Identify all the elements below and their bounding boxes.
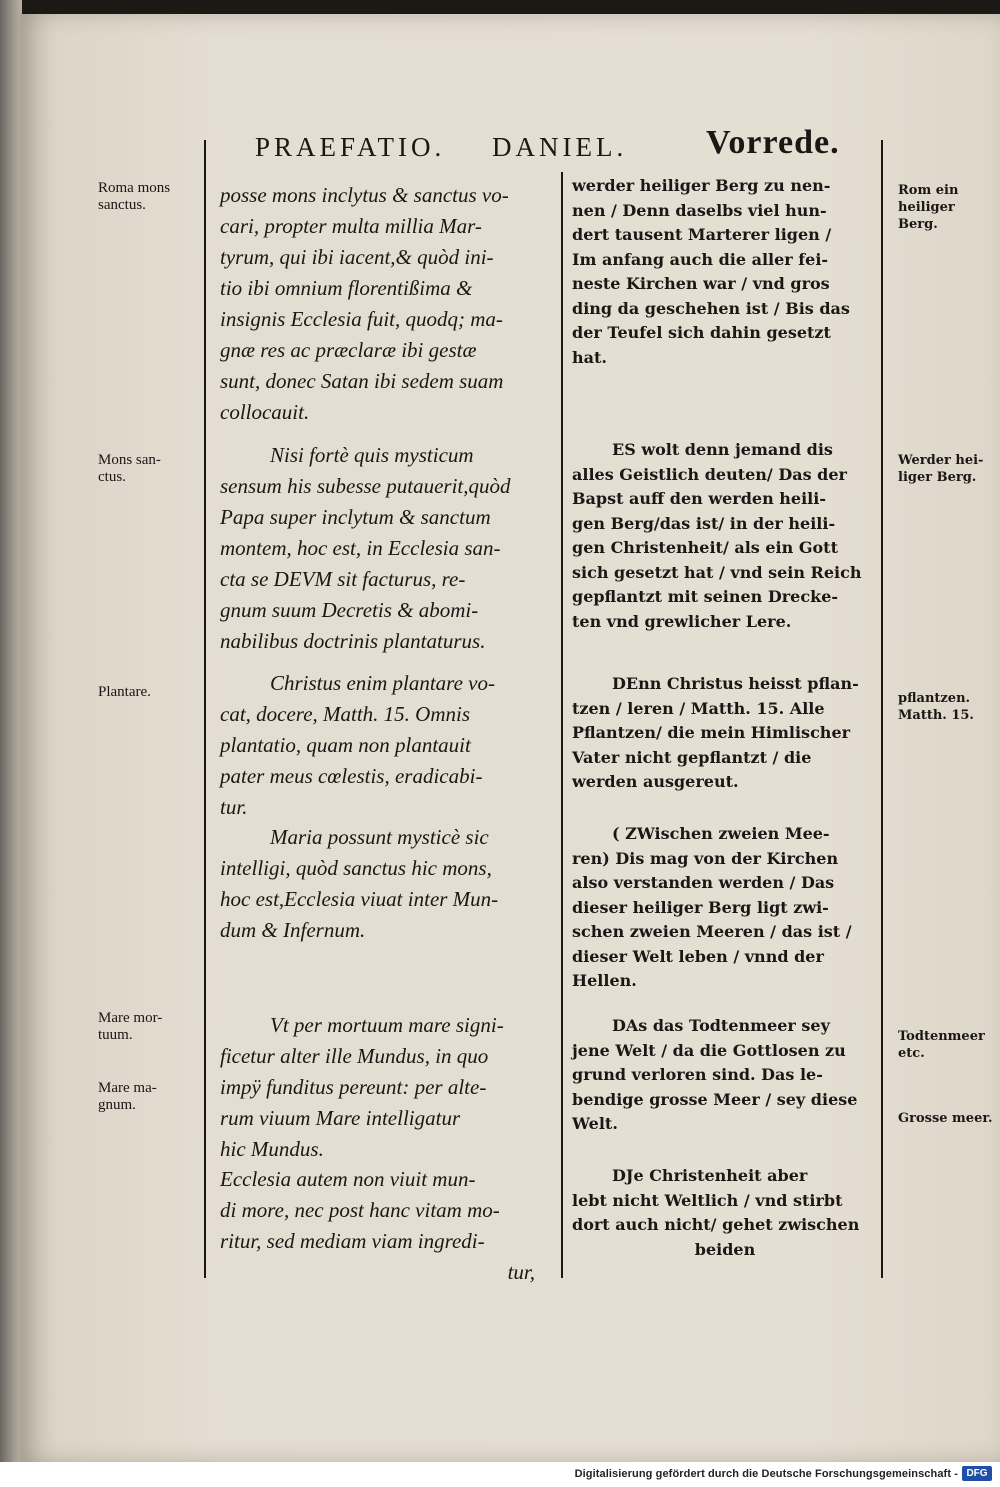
column-rule-right	[881, 140, 883, 1278]
text-line: pater meus cœlestis, eradicabi-	[220, 764, 483, 788]
text-line: gepflantzt mit seinen Drecke-	[572, 587, 839, 606]
note-line: ctus.	[98, 469, 126, 485]
text-line: Nisi fortè quis mysticum	[270, 443, 474, 467]
text-line: gnæ res ac præclaræ ibi gestæ	[220, 338, 477, 362]
dfg-logo: DFG	[962, 1466, 992, 1481]
left-margin-note	[98, 1080, 202, 1114]
text-line: DJe Christenheit aber	[612, 1166, 808, 1185]
note-line: Mare mor-	[98, 1010, 163, 1026]
text-line: dort auch nicht/ gehet zwischen	[572, 1215, 860, 1234]
digitization-footer	[0, 1462, 1000, 1487]
text-line: gen Christenheit/ als ein Gott	[572, 538, 838, 557]
note-line: Berg.	[898, 217, 938, 232]
note-line: Grosse meer.	[898, 1111, 993, 1126]
text-line: impÿ funditus pereunt: per alte-	[220, 1075, 487, 1099]
text-line: beiden	[694, 1239, 756, 1259]
text-line: ten vnd grewlicher Lere.	[572, 611, 792, 631]
left-margin-note	[98, 180, 202, 214]
text-line: plantatio, quam non plantauit	[220, 733, 471, 757]
text-line: ren) Dis mag von der Kirchen	[572, 848, 839, 868]
latin-paragraph	[220, 440, 555, 657]
text-line: ficetur alter ille Mundus, in quo	[220, 1044, 489, 1068]
right-margin-note	[898, 182, 998, 233]
text-line: ES wolt denn jemand dis	[612, 440, 833, 459]
text-line: dieser heiliger Berg ligt zwi-	[572, 897, 829, 917]
text-line: dieser Welt leben / vnnd der	[572, 946, 824, 966]
text-line: werder heiliger Berg zu nen-	[572, 176, 831, 195]
latin-paragraph	[220, 1010, 555, 1165]
text-line: collocauit.	[220, 400, 310, 424]
text-line: neste Kirchen war / vnd gros	[572, 274, 830, 293]
text-line: montem, hoc est, in Ecclesia san-	[220, 536, 501, 560]
text-line: jene Welt / da die Gottlosen zu	[572, 1040, 846, 1060]
text-line: lebt nicht Weltlich / vnd stirbt	[572, 1190, 843, 1210]
german-paragraph	[572, 672, 878, 795]
note-line: Rom ein	[898, 183, 959, 198]
right-margin-note	[898, 1110, 998, 1127]
note-line: pflantzen.	[898, 691, 971, 706]
text-line: ding da geschehen ist / Bis das	[572, 298, 850, 318]
text-line: Pflantzen/ die mein Himlischer	[572, 723, 851, 742]
text-line: ( ZWischen zweien Mee-	[612, 824, 830, 843]
right-margin-note	[898, 1028, 998, 1062]
note-line: Roma mons	[98, 180, 171, 196]
text-line: posse mons inclytus & sanctus vo-	[220, 183, 509, 207]
text-line: hoc est,Ecclesia viuat inter Mun-	[220, 887, 499, 911]
text-line: intelligi, quòd sanctus hic mons,	[220, 856, 492, 880]
left-margin-note	[98, 452, 202, 486]
latin-paragraph	[220, 1164, 555, 1288]
note-line: Mare ma-	[98, 1080, 157, 1096]
text-line: tio ibi omnium florentißima &	[220, 276, 473, 300]
note-line: liger Berg.	[898, 470, 977, 485]
text-line: Papa super inclytum & sanctum	[220, 505, 491, 529]
text-line: Vt per mortuum mare signi-	[270, 1013, 504, 1037]
column-rule-middle	[561, 172, 563, 1278]
header-german: Vorrede.	[706, 124, 840, 161]
text-line: rum viuum Mare intelligatur	[220, 1106, 461, 1130]
note-line: Plantare.	[98, 684, 151, 700]
right-margin-note	[898, 690, 998, 724]
text-line: Bapst auff den werden heili-	[572, 489, 826, 508]
text-line: schen zweien Meeren / das ist /	[572, 922, 852, 941]
text-line: sensum his subesse putauerit,quòd	[220, 474, 511, 498]
note-line: sanctus.	[98, 197, 146, 213]
text-line: alles Geistlich deuten/ Das der	[572, 464, 847, 484]
text-line: der Teufel sich dahin gesetzt	[572, 323, 831, 342]
text-line: di more, nec post hanc vitam mo-	[220, 1198, 500, 1222]
latin-paragraph	[220, 180, 555, 428]
left-margin-note	[98, 1010, 202, 1044]
text-line: nabilibus doctrinis plantaturus.	[220, 629, 486, 653]
header-latin: PRAEFATIO.	[255, 132, 446, 162]
note-line: Matth. 15.	[898, 708, 974, 723]
text-line: werden ausgereut.	[572, 772, 739, 791]
latin-paragraph	[220, 822, 555, 946]
note-line: tuum.	[98, 1027, 133, 1043]
funding-notice: Digitalisierung gefördert durch die Deutsche Forschungsgemeinschaft -	[574, 1468, 958, 1480]
text-line: Maria possunt mysticè sic	[270, 825, 489, 849]
column-rule-left	[204, 140, 206, 1278]
text-line: tur,	[507, 1260, 535, 1284]
latin-paragraph	[220, 668, 555, 823]
note-line: Todtenmeer	[898, 1029, 985, 1044]
text-line: bendige grosse Meer / sey diese	[572, 1089, 858, 1109]
text-line: grund verloren sind. Das le-	[572, 1065, 823, 1084]
text-line: tzen / leren / Matth. 15. Alle	[572, 698, 825, 718]
text-line: hic Mundus.	[220, 1137, 324, 1161]
text-line: dert tausent Marterer ligen /	[572, 225, 832, 244]
text-line: also verstanden werden / Das	[572, 873, 835, 892]
german-paragraph	[572, 1164, 878, 1262]
left-margin-note	[98, 684, 202, 701]
note-line: heiliger	[898, 200, 955, 215]
note-line: Mons san-	[98, 452, 161, 468]
text-line: hat.	[572, 347, 607, 367]
text-line: insignis Ecclesia fuit, quodq; ma-	[220, 307, 503, 331]
text-line: DAs das Todtenmeer sey	[612, 1016, 830, 1035]
text-line: Welt.	[572, 1114, 618, 1133]
text-line: Ecclesia autem non viuit mun-	[220, 1167, 476, 1191]
book-gutter	[0, 0, 22, 1470]
right-margin-note	[898, 452, 998, 486]
note-line: Werder hei-	[898, 453, 984, 468]
header-name: DANIEL.	[492, 132, 628, 162]
text-line: Hellen.	[572, 971, 637, 990]
text-line: Christus enim plantare vo-	[270, 671, 495, 695]
note-line: etc.	[898, 1046, 925, 1061]
text-line: sunt, donec Satan ibi sedem suam	[220, 369, 504, 393]
text-line: tyrum, qui ibi iacent,& quòd ini-	[220, 245, 494, 269]
text-line: gnum suum Decretis & abomi-	[220, 598, 479, 622]
german-paragraph	[572, 438, 878, 634]
german-paragraph	[572, 1014, 878, 1137]
text-line: tur.	[220, 795, 248, 819]
note-line: gnum.	[98, 1097, 136, 1113]
text-line: Im anfang auch die aller fei-	[572, 249, 829, 269]
text-line: DEnn Christus heisst pflan-	[612, 674, 859, 693]
text-line: cat, docere, Matth. 15. Omnis	[220, 702, 471, 726]
text-line: cta se DEVM sit facturus, re-	[220, 567, 466, 591]
text-line: dum & Infernum.	[220, 918, 366, 942]
text-line: sich gesetzt hat / vnd sein Reich	[572, 562, 862, 582]
text-line: gen Berg/das ist/ in der heili-	[572, 513, 836, 533]
german-paragraph	[572, 822, 878, 994]
german-paragraph	[572, 174, 878, 370]
text-line: Vater nicht gepflantzt / die	[572, 747, 812, 767]
text-line: ritur, sed mediam viam ingredi-	[220, 1229, 485, 1253]
text-line: nen / Denn daselbs viel hun-	[572, 200, 827, 220]
text-line: cari, propter multa millia Mar-	[220, 214, 482, 238]
